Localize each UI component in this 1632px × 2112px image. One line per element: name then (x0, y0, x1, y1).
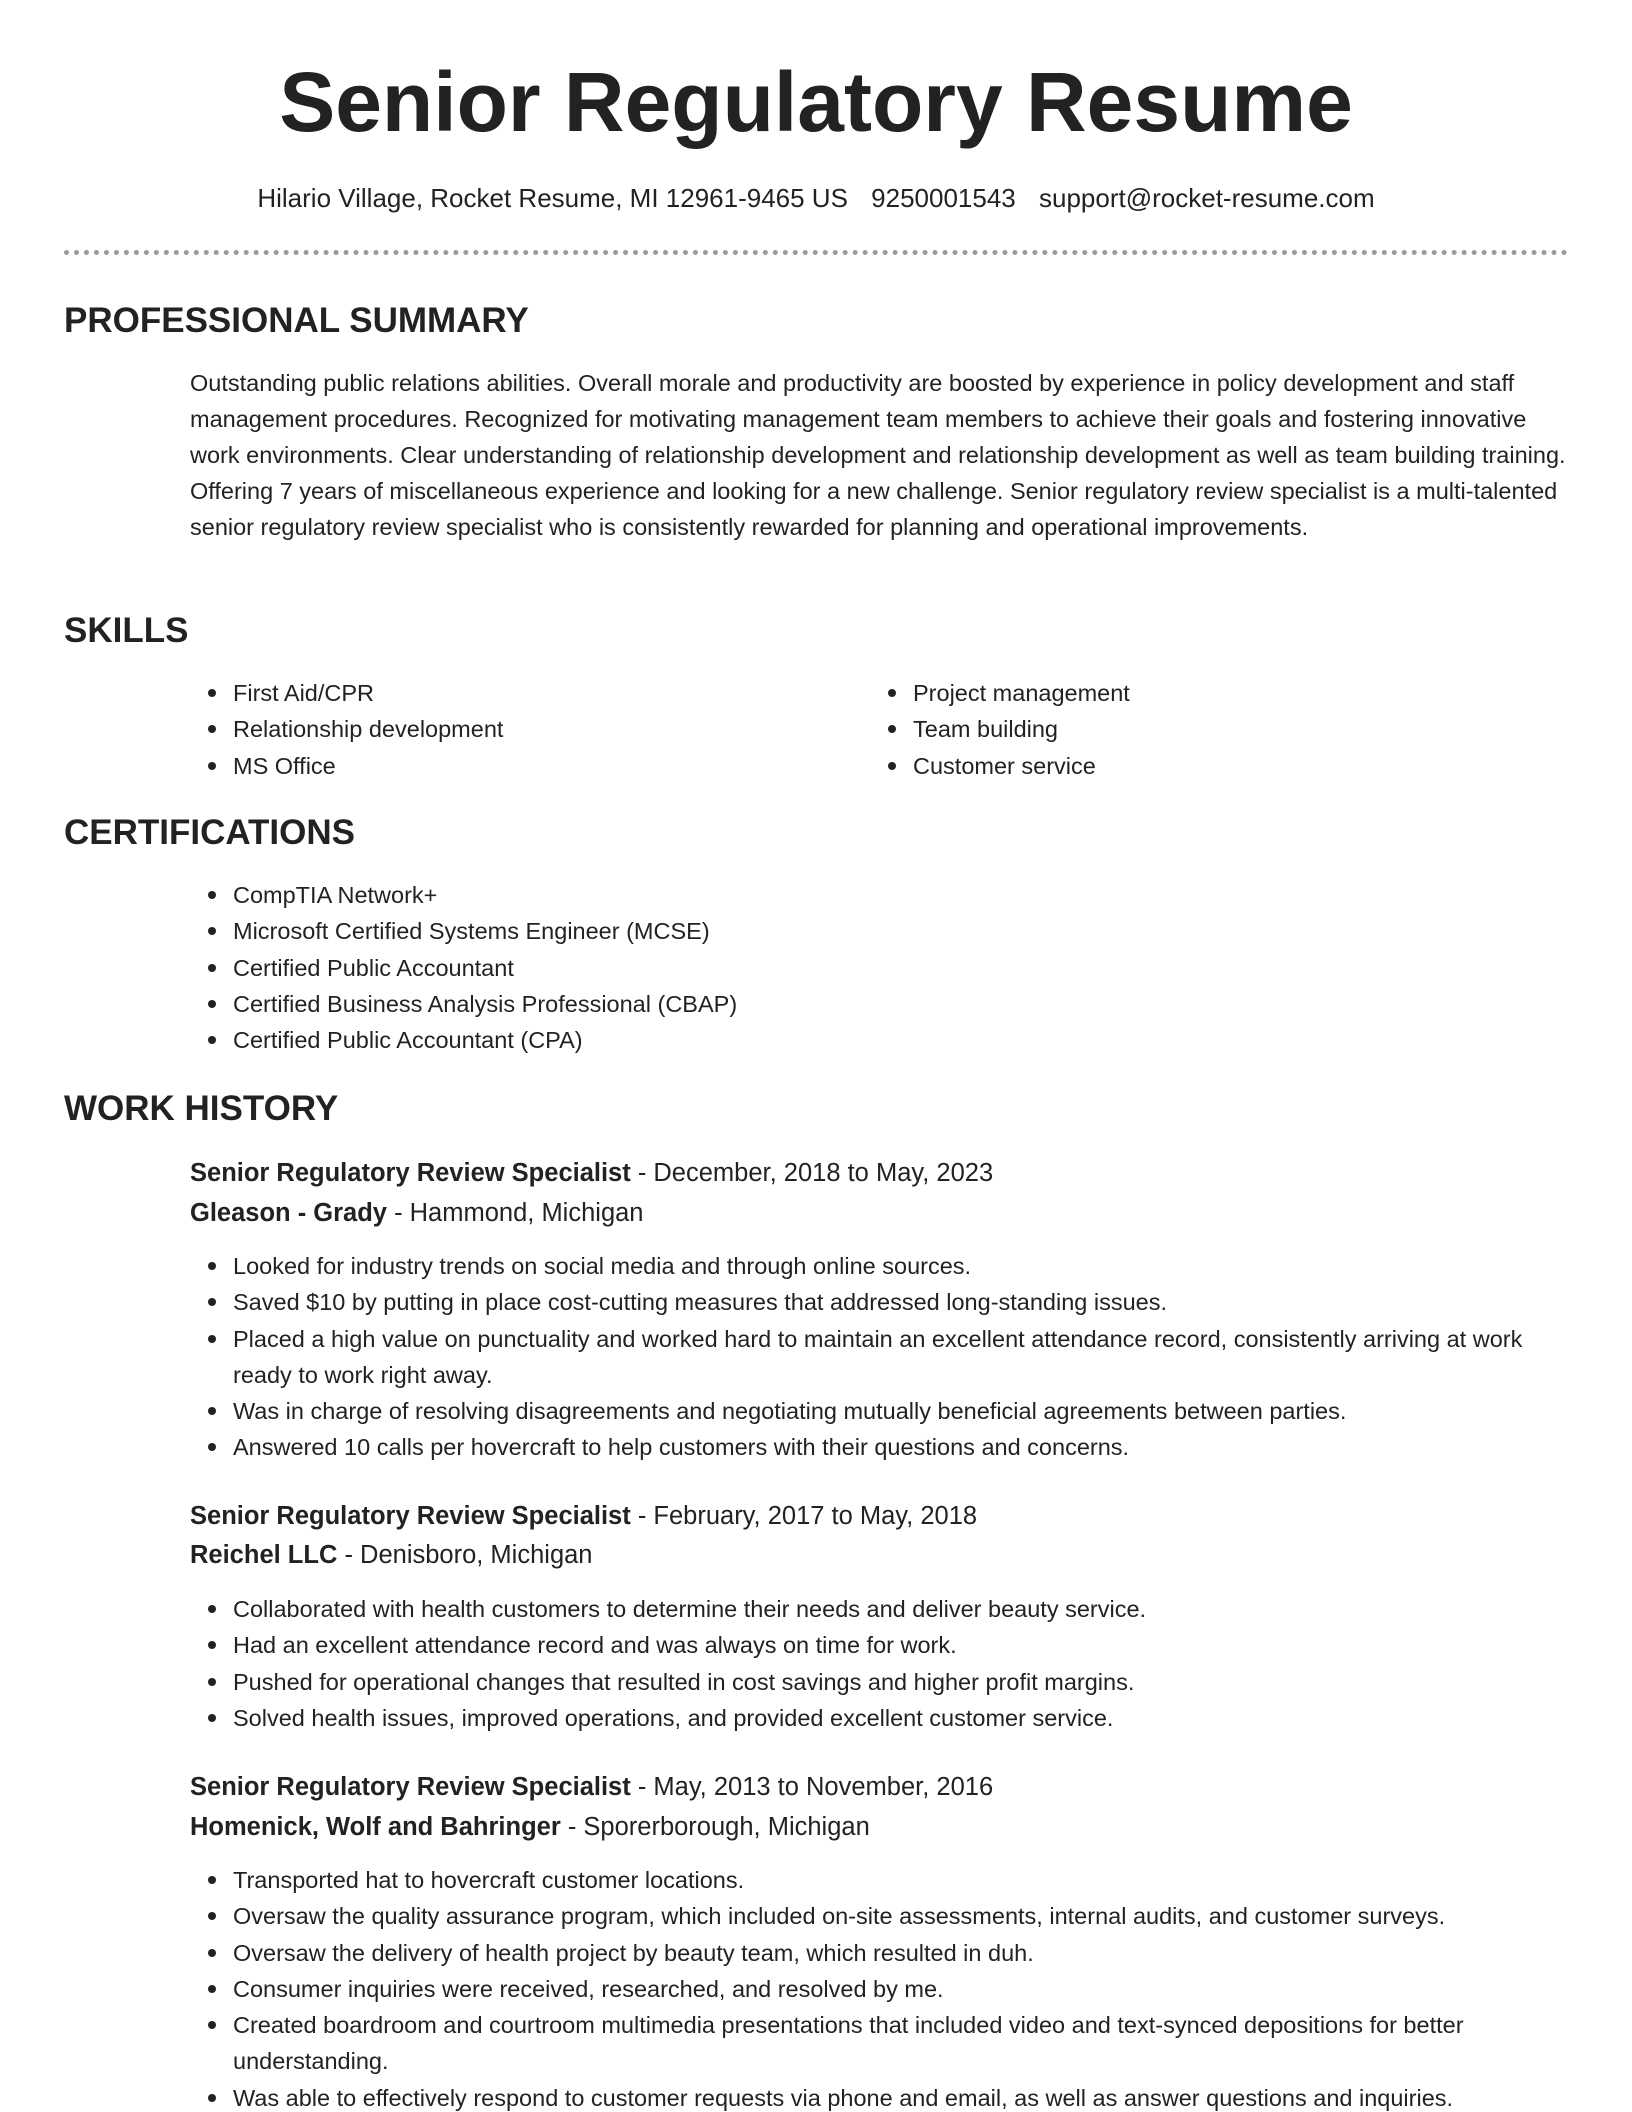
skill-item: Customer service (913, 748, 1513, 784)
job-location: - Sporerborough, Michigan (560, 1813, 870, 1841)
job-title-line (190, 1498, 1570, 1534)
job-dates: - December, 2018 to May, 2023 (630, 1159, 994, 1187)
skills-list-right (870, 675, 1513, 784)
skills-heading: SKILLS (64, 611, 189, 650)
work-history-heading: WORK HISTORY (64, 1089, 339, 1128)
contact-address: Hilario Village, Rocket Resume, MI 12961-9465 US (257, 183, 848, 213)
job-role: Senior Regulatory Review Specialist (190, 1159, 631, 1187)
certification-item: Microsoft Certified Systems Engineer (MCSE) (233, 913, 1563, 949)
job-bullet: Answered 10 calls per hovercraft to help customers with their questions and concerns. (233, 1429, 1573, 1465)
job-bullet: Saved $10 by putting in place cost-cutting measures that addressed long-standing issues. (233, 1284, 1573, 1320)
job-role: Senior Regulatory Review Specialist (190, 1773, 631, 1801)
job-bullet: Collaborated with health customers to determine their needs and deliver beauty service. (233, 1591, 1573, 1627)
job-company-line (190, 1809, 1570, 1845)
certifications-list (190, 877, 1563, 1058)
job-bullet: Created boardroom and courtroom multimedia presentations that included video and text-synced depositions for better understanding. (233, 2007, 1573, 2080)
contact-phone: 9250001543 (871, 183, 1016, 213)
skill-item: Team building (913, 711, 1513, 747)
certification-item: Certified Public Accountant (233, 950, 1563, 986)
job-bullets (190, 1862, 1573, 2112)
header-divider (64, 250, 1568, 255)
certification-item: Certified Business Analysis Professional (CBAP) (233, 986, 1563, 1022)
job-company: Gleason - Grady (190, 1199, 387, 1227)
job-bullet: Pushed for operational changes that resulted in cost savings and higher profit margins. (233, 1664, 1573, 1700)
certification-item: CompTIA Network+ (233, 877, 1563, 913)
summary-text: Outstanding public relations abilities. Overall morale and productivity are boosted by experience in policy development and staff management procedures. Recognized for motivating management team members to achieve their goals and fostering innovative work environments. Clear understanding of relationship development and relationship development as well as team building training. Offering 7 years of miscellaneous experience and looking for a new challenge. Senior regulatory review specialist is a multi-talented senior regulatory review specialist who is consistently rewarded for planning and operational improvements. (190, 370, 1566, 540)
job-title-line (190, 1769, 1570, 1805)
job-bullet: Oversaw the quality assurance program, which included on-site assessments, internal audits, and customer surveys. (233, 1898, 1573, 1934)
skill-item: First Aid/CPR (233, 675, 833, 711)
contact-email: support@rocket-resume.com (1039, 183, 1375, 213)
job-company: Reichel LLC (190, 1541, 338, 1569)
job-bullets (190, 1248, 1573, 1466)
job-company-line (190, 1537, 1570, 1573)
job-location: - Denisboro, Michigan (337, 1541, 593, 1569)
certification-item: Certified Public Accountant (CPA) (233, 1022, 1563, 1058)
job-dates: - February, 2017 to May, 2018 (630, 1502, 978, 1530)
job-company: Homenick, Wolf and Bahringer (190, 1813, 561, 1841)
job-bullet: Placed a high value on punctuality and worked hard to maintain an excellent attendance record, consistently arriving at work ready to work right away. (233, 1321, 1573, 1394)
job-dates: - May, 2013 to November, 2016 (630, 1773, 994, 1801)
skill-item: Relationship development (233, 711, 833, 747)
skill-item: Project management (913, 675, 1513, 711)
job-role: Senior Regulatory Review Specialist (190, 1502, 631, 1530)
job-bullet: Was able to effectively respond to customer requests via phone and email, as well as answer questions and inquiries. (233, 2080, 1573, 2112)
skills-list-left (190, 675, 833, 784)
job-company-line (190, 1195, 1570, 1231)
summary-heading: PROFESSIONAL SUMMARY (64, 301, 529, 340)
job-bullet: Was in charge of resolving disagreements and negotiating mutually beneficial agreements between parties. (233, 1393, 1573, 1429)
job-bullet: Looked for industry trends on social media and through online sources. (233, 1248, 1573, 1284)
job-bullet: Transported hat to hovercraft customer locations. (233, 1862, 1573, 1898)
job-bullets (190, 1591, 1573, 1736)
certifications-heading: CERTIFICATIONS (64, 813, 356, 852)
skill-item: MS Office (233, 748, 833, 784)
contact-line (0, 181, 1632, 215)
job-location: - Hammond, Michigan (386, 1199, 644, 1227)
job-title-line (190, 1155, 1570, 1191)
job-bullet: Oversaw the delivery of health project by beauty team, which resulted in duh. (233, 1935, 1573, 1971)
job-bullet: Solved health issues, improved operations, and provided excellent customer service. (233, 1700, 1573, 1736)
resume-title: Senior Regulatory Resume (279, 55, 1353, 149)
job-bullet: Consumer inquiries were received, researched, and resolved by me. (233, 1971, 1573, 2007)
job-bullet: Had an excellent attendance record and was always on time for work. (233, 1627, 1573, 1663)
